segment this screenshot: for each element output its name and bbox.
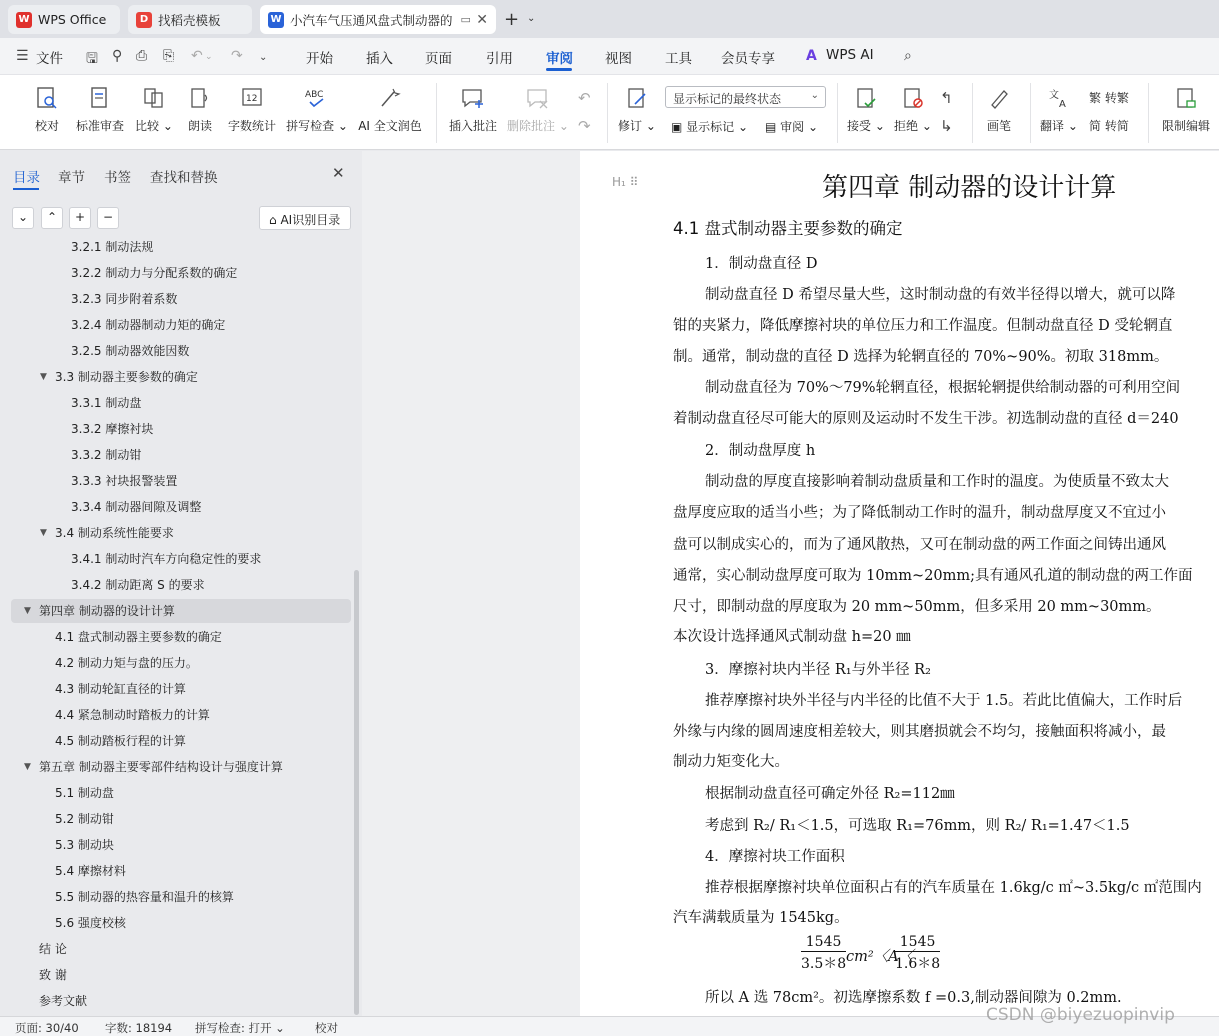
formula-numerator: 1545 bbox=[895, 934, 940, 952]
menu-wps-ai[interactable]: WPS AI bbox=[826, 47, 874, 63]
reject-label: 拒绝 ⌄ bbox=[894, 119, 932, 133]
svg-text:文: 文 bbox=[1049, 90, 1059, 101]
toc-item[interactable] bbox=[0, 651, 350, 675]
toc-item-label: 4.5 制动踏板行程的计算 bbox=[55, 734, 186, 748]
toc-item[interactable] bbox=[0, 833, 350, 857]
paragraph-line: 根据制动盘直径可确定外径 R₂=112㎜ bbox=[705, 786, 955, 802]
save-icon[interactable]: 🖫 bbox=[86, 51, 98, 67]
chevron-down-icon[interactable]: ⌄ bbox=[259, 52, 268, 63]
toc-item[interactable] bbox=[0, 417, 350, 441]
collapse-all-button[interactable] bbox=[41, 207, 63, 229]
print-icon[interactable]: ⎙ bbox=[136, 48, 148, 64]
formula-left-fraction bbox=[801, 934, 846, 973]
expand-arrow-icon[interactable]: ▼ bbox=[40, 528, 47, 538]
proofread-button[interactable] bbox=[30, 75, 64, 151]
minus-icon: − bbox=[102, 210, 114, 224]
paragraph-line: 尺寸，即制动盘的厚度取为 20 mm~50mm，但多采用 20 mm~30mm。 bbox=[673, 599, 1161, 615]
review-pane-icon: ▤ bbox=[765, 120, 777, 134]
toc-item-label: 3.2.1 制动法规 bbox=[71, 240, 154, 254]
active-menu-indicator bbox=[546, 68, 572, 71]
show-markup-button[interactable]: ▣ 显示标记 ⌄ bbox=[671, 120, 749, 134]
paragraph-line: 钳的夹紧力，降低摩擦衬块的单位压力和工作温度。但制动盘直径 D 受轮辋直 bbox=[673, 318, 1173, 334]
toc-item-label: 3.2.3 同步附着系数 bbox=[71, 292, 178, 306]
review-pane-button[interactable]: ▤ 审阅 ⌄ bbox=[765, 120, 819, 134]
simplified-icon: 简 bbox=[1089, 119, 1102, 133]
undo-dropdown-icon[interactable]: ⌄ bbox=[205, 52, 213, 62]
tab-label: 找稻壳模板 bbox=[158, 12, 221, 28]
ai-polish-button[interactable] bbox=[356, 75, 424, 151]
watermark-text: CSDN @biyezuopinvip bbox=[986, 1005, 1175, 1025]
formula-right-fraction bbox=[895, 934, 940, 973]
ai-toc-button[interactable] bbox=[259, 206, 351, 230]
ai-polish-icon bbox=[377, 85, 403, 111]
plus-icon: + bbox=[74, 210, 86, 224]
toc-item-label: 5.2 制动钳 bbox=[55, 812, 114, 826]
toc-item-label: 4.2 制动力矩与盘的压力。 bbox=[55, 656, 198, 670]
toc-item[interactable] bbox=[0, 573, 350, 597]
to-traditional-button[interactable]: 繁 转繁 bbox=[1089, 91, 1129, 105]
menu-tools[interactable]: 工具 bbox=[665, 51, 692, 67]
ribbon-divider bbox=[1148, 83, 1149, 143]
toc-item[interactable] bbox=[0, 339, 350, 363]
toc-item[interactable] bbox=[0, 521, 350, 545]
paragraph-line: 1．制动盘直径 D bbox=[705, 256, 818, 272]
expand-arrow-icon[interactable]: ▼ bbox=[40, 372, 47, 382]
toc-item[interactable] bbox=[0, 885, 350, 909]
delete-comment-label: 删除批注 ⌄ bbox=[507, 119, 569, 133]
toc-item-label: 3.3.3 衬块报警装置 bbox=[71, 474, 178, 488]
toc-item-label: 3.3.2 制动钳 bbox=[71, 448, 142, 462]
toc-item[interactable] bbox=[0, 859, 350, 883]
expand-arrow-icon[interactable]: ▼ bbox=[24, 762, 31, 772]
paragraph-line: 制动盘直径 D 希望尽量大些，这时制动盘的有效半径得以增大，就可以降 bbox=[705, 287, 1176, 303]
paragraph-line: 外缘与内缘的圆周速度相差较大，则其磨损就会不均匀，接触面积将减小，最 bbox=[673, 724, 1166, 740]
toc-item[interactable] bbox=[0, 236, 350, 259]
spell-check-status[interactable]: 拼写检查: 打开 ⌄ bbox=[195, 1021, 285, 1035]
toc-item-label: 第五章 制动器主要零部件结构设计与强度计算 bbox=[39, 760, 283, 774]
toc-item-label: 4.3 制动轮缸直径的计算 bbox=[55, 682, 186, 696]
menu-file[interactable]: 文件 bbox=[36, 51, 63, 67]
spell-check-icon bbox=[304, 85, 330, 111]
revise-button[interactable] bbox=[617, 75, 657, 151]
paragraph-line: 制动力矩变化大。 bbox=[673, 754, 789, 770]
read-aloud-icon bbox=[187, 85, 213, 111]
tab-bookmarks[interactable]: 书签 bbox=[104, 170, 131, 186]
svg-text:12: 12 bbox=[246, 94, 258, 104]
title-bar bbox=[0, 0, 1219, 38]
menu-review[interactable]: 审阅 bbox=[546, 51, 573, 67]
chevron-down-icon[interactable]: ⌄ bbox=[527, 13, 536, 24]
menu-bar bbox=[0, 38, 1219, 74]
ribbon-divider bbox=[436, 83, 437, 143]
toc-item-label: 5.3 制动块 bbox=[55, 838, 114, 852]
insert-comment-button[interactable] bbox=[447, 75, 499, 151]
toc-item[interactable] bbox=[0, 703, 350, 727]
toc-item[interactable] bbox=[0, 911, 350, 935]
accept-button[interactable] bbox=[846, 75, 886, 151]
toc-item[interactable] bbox=[0, 261, 350, 285]
toc-item[interactable] bbox=[0, 729, 350, 753]
reject-button[interactable] bbox=[893, 75, 933, 151]
toc-item-label: 3.3.4 制动器间隙及调整 bbox=[71, 500, 202, 514]
toc-item-label: 5.6 强度校核 bbox=[55, 916, 126, 930]
undo-icon[interactable]: ↶ bbox=[191, 48, 203, 64]
sync-icon[interactable]: ⚲ bbox=[112, 48, 123, 64]
toc-item[interactable] bbox=[0, 547, 350, 571]
translate-icon bbox=[1046, 85, 1072, 111]
paragraph-line: 制动盘的厚度直接影响着制动盘质量和工作时的温度。为使质量不致太大 bbox=[705, 474, 1169, 490]
insert-comment-label: 插入批注 bbox=[448, 119, 497, 133]
paragraph-line: 所以 A 选 78cm²。初选摩擦系数 f =0.3,制动器间隙为 0.2mm. bbox=[705, 990, 1122, 1006]
toc-item-label: 第四章 制动器的设计计算 bbox=[39, 604, 175, 618]
tab-toc[interactable]: 目录 bbox=[13, 170, 40, 186]
paragraph-line: 本次设计选择通风式制动盘 h=20 ㎜ bbox=[673, 629, 911, 645]
paragraph-line: 2．制动盘厚度 h bbox=[705, 443, 816, 459]
toc-item[interactable] bbox=[0, 391, 350, 415]
ai-toc-label: AI识别目录 bbox=[280, 213, 341, 227]
to-simplified-button[interactable]: 简 转简 bbox=[1089, 119, 1129, 133]
lock-document-icon bbox=[1173, 85, 1199, 111]
toc-item-label: 5.1 制动盘 bbox=[55, 786, 114, 800]
menu-home[interactable]: 开始 bbox=[306, 51, 333, 67]
delete-comment-button[interactable] bbox=[507, 75, 569, 151]
toc-item[interactable] bbox=[0, 937, 350, 961]
wps-logo-icon: W bbox=[16, 12, 32, 28]
paragraph-line: 制。通常，制动盘的直径 D 选择为轮辋直径的 70%~90%。初取 318mm。 bbox=[673, 349, 1169, 365]
add-heading-button[interactable] bbox=[69, 207, 91, 229]
paragraph-line: 通常，实心制动盘厚度可取为 10mm~20mm;具有通风孔道的制动盘的两工作面 bbox=[673, 568, 1193, 584]
toc-item-label: 3.2.4 制动器制动力矩的确定 bbox=[71, 318, 226, 332]
toc-item[interactable] bbox=[0, 781, 350, 805]
redo-icon[interactable]: ↷ bbox=[231, 48, 243, 64]
paragraph-line: 3．摩擦衬块内半径 R₁与外半径 R₂ bbox=[705, 662, 931, 678]
paragraph-line: 制动盘直径为 70%～79%轮辋直径，根据轮辋提供给制动器的可利用空间 bbox=[705, 380, 1181, 396]
new-tab-icon[interactable]: + bbox=[504, 9, 520, 30]
show-markup-icon: ▣ bbox=[671, 120, 683, 134]
word-count-label: 字数统计 bbox=[227, 119, 276, 133]
previous-change-icon[interactable]: ↰ bbox=[940, 89, 953, 107]
toc-item-label: 3.3.2 摩擦衬块 bbox=[71, 422, 154, 436]
compare-label: 比较 ⌄ bbox=[135, 119, 173, 133]
toc-item[interactable] bbox=[0, 313, 350, 337]
toc-item-label: 3.4.2 制动距离 S 的要求 bbox=[71, 578, 205, 592]
print-preview-icon[interactable]: ⎘ bbox=[163, 48, 175, 64]
search-icon[interactable]: ⌕ bbox=[904, 48, 912, 64]
menu-view[interactable]: 视图 bbox=[605, 51, 632, 67]
toc-item[interactable] bbox=[0, 495, 350, 519]
expand-all-button[interactable] bbox=[12, 207, 34, 229]
chapter-title: 第四章 制动器的设计计算 bbox=[822, 173, 1117, 203]
formula-denominator: 3.5＊8 bbox=[801, 956, 847, 972]
translate-label: 翻译 ⌄ bbox=[1040, 119, 1078, 133]
page-indicator[interactable]: 页面: 30/40 bbox=[15, 1021, 79, 1035]
toc-item[interactable] bbox=[0, 599, 350, 623]
revise-label: 修订 ⌄ bbox=[618, 119, 656, 133]
svg-text:ABC: ABC bbox=[305, 90, 324, 100]
proofread-label: 校对 bbox=[34, 119, 59, 133]
active-tab-indicator bbox=[13, 188, 39, 190]
hamburger-icon[interactable]: ☰ bbox=[16, 48, 29, 64]
word-count-icon bbox=[239, 85, 265, 111]
delete-comment-icon bbox=[525, 85, 551, 111]
restrict-edit-button[interactable] bbox=[1160, 75, 1212, 151]
toc-item-label: 4.4 紧急制动时踏板力的计算 bbox=[55, 708, 210, 722]
toc-item[interactable] bbox=[0, 963, 350, 987]
chevron-down-icon: ⌄ bbox=[810, 90, 819, 101]
toc-item-label: 5.4 摩擦材料 bbox=[55, 864, 126, 878]
toc-item-label: 致 谢 bbox=[39, 968, 67, 982]
wps-ai-logo-icon: A bbox=[806, 48, 817, 64]
brush-label: 画笔 bbox=[986, 119, 1011, 133]
menu-member[interactable]: 会员专享 bbox=[721, 51, 775, 67]
toc-item-label: 3.3.1 制动盘 bbox=[71, 396, 142, 410]
markup-display-select[interactable] bbox=[665, 86, 826, 108]
tab-docer-templates[interactable] bbox=[128, 5, 252, 34]
reject-icon bbox=[900, 85, 926, 111]
proofread-status[interactable]: 校对 bbox=[315, 1021, 338, 1035]
ribbon-divider bbox=[837, 83, 838, 143]
read-aloud-label: 朗读 bbox=[187, 119, 212, 133]
pen-icon bbox=[986, 85, 1012, 111]
section-title: 4.1 盘式制动器主要参数的确定 bbox=[673, 219, 903, 238]
toc-item[interactable] bbox=[0, 365, 350, 389]
paragraph-line: 着制动盘直径尽可能大的原则及运动时不发生干涉。初选制动盘的直径 d＝240 bbox=[673, 411, 1179, 427]
tab-find-replace[interactable]: 查找和替换 bbox=[150, 170, 218, 186]
standard-review-button[interactable] bbox=[74, 75, 126, 151]
paragraph-line: 盘可以制成实心的，而为了通风散热，又可在制动盘的两工作面之间铸出通风 bbox=[673, 537, 1166, 553]
svg-text:A: A bbox=[1059, 99, 1066, 110]
word-doc-icon: W bbox=[268, 12, 284, 28]
markup-select-value: 显示标记的最终状态 bbox=[673, 92, 782, 106]
toc-item[interactable] bbox=[0, 625, 350, 649]
docer-icon: D bbox=[136, 12, 152, 28]
paragraph-line: 考虑到 R₂/ R₁＜1.5，可选取 R₁=76mm，则 R₂/ R₁=1.47＜1.5 bbox=[705, 818, 1130, 834]
paragraph-line: 推荐摩擦衬块外半径与内半径的比值不大于 1.5。若此比值偏大，工作时后 bbox=[705, 693, 1183, 709]
accept-label: 接受 ⌄ bbox=[847, 119, 885, 133]
read-aloud-button[interactable] bbox=[184, 75, 216, 151]
formula-numerator: 1545 bbox=[801, 934, 846, 952]
standard-review-label: 标准审查 bbox=[75, 119, 124, 133]
restrict-edit-label: 限制编辑 bbox=[1161, 119, 1210, 133]
toc-item-label: 5.5 制动器的热容量和温升的核算 bbox=[55, 890, 234, 904]
toc-list bbox=[0, 236, 356, 1016]
proofread-icon bbox=[34, 85, 60, 111]
ribbon-divider bbox=[972, 83, 973, 143]
ai-toc-icon: ⌂ bbox=[269, 213, 277, 227]
close-pane-icon[interactable]: ✕ bbox=[332, 164, 345, 182]
toc-item[interactable] bbox=[0, 287, 350, 311]
spell-check-label: 拼写检查 ⌄ bbox=[286, 119, 348, 133]
close-tab-icon[interactable]: ✕ bbox=[476, 11, 488, 28]
toc-item-label: 3.2.2 制动力与分配系数的确定 bbox=[71, 266, 238, 280]
toc-item-label: 3.4 制动系统性能要求 bbox=[55, 526, 174, 540]
formula-middle: cm²〈A〈 bbox=[846, 949, 914, 965]
toc-item[interactable] bbox=[0, 443, 350, 467]
ai-polish-label: AI 全文润色 bbox=[358, 119, 422, 133]
tab-wps-office[interactable] bbox=[8, 5, 120, 34]
navigation-pane bbox=[0, 151, 362, 1016]
previous-comment-icon[interactable]: ↶ bbox=[578, 89, 591, 107]
word-count-status[interactable]: 字数: 18194 bbox=[105, 1021, 173, 1035]
compare-button[interactable] bbox=[134, 75, 174, 151]
menu-page[interactable]: 页面 bbox=[425, 51, 452, 67]
formula-denominator: 1.6＊8 bbox=[895, 956, 941, 972]
toc-scrollbar[interactable] bbox=[354, 570, 359, 1015]
ribbon-divider bbox=[607, 83, 608, 143]
toc-item-label: 4.1 盘式制动器主要参数的确定 bbox=[55, 630, 222, 644]
toc-item[interactable] bbox=[0, 807, 350, 831]
ribbon-divider bbox=[1030, 83, 1031, 143]
monitor-icon: ▭ bbox=[460, 13, 471, 26]
translate-button[interactable] bbox=[1040, 75, 1078, 151]
menu-insert[interactable]: 插入 bbox=[366, 51, 393, 67]
paragraph-line: 推荐根据摩擦衬块单位面积占有的汽车质量在 1.6kg/c ㎡~3.5kg/c ㎡范围内 bbox=[705, 880, 1202, 896]
traditional-icon: 繁 bbox=[1089, 91, 1102, 105]
next-change-icon[interactable]: ↳ bbox=[940, 117, 953, 135]
remove-heading-button[interactable] bbox=[97, 207, 119, 229]
menu-reference[interactable]: 引用 bbox=[486, 51, 513, 67]
chevron-down-icon: ⌄ bbox=[17, 210, 29, 224]
accept-icon bbox=[853, 85, 879, 111]
spell-check-button[interactable] bbox=[287, 75, 347, 151]
paragraph-line: 汽车满载质量为 1545kg。 bbox=[673, 910, 849, 926]
compare-icon bbox=[141, 85, 167, 111]
ribbon-toolbar bbox=[0, 74, 1219, 150]
revise-icon bbox=[624, 85, 650, 111]
toc-item-label: 结 论 bbox=[39, 942, 67, 956]
toc-item-label: 参考文献 bbox=[39, 994, 88, 1008]
heading-drag-handle-icon[interactable]: H₁ ⠿ bbox=[612, 175, 639, 189]
paragraph-line: 盘厚度应取的适当小些；为了降低制动工作时的温升，制动盘厚度又不宜过小 bbox=[673, 505, 1166, 521]
tab-current-document[interactable] bbox=[260, 5, 496, 34]
brush-button[interactable] bbox=[983, 75, 1015, 151]
toc-item-label: 3.2.5 制动器效能因数 bbox=[71, 344, 190, 358]
word-count-button[interactable] bbox=[226, 75, 278, 151]
paragraph-line: 4．摩擦衬块工作面积 bbox=[705, 849, 845, 865]
toc-item[interactable] bbox=[0, 989, 350, 1013]
standard-review-icon bbox=[87, 85, 113, 111]
insert-comment-icon bbox=[460, 85, 486, 111]
tab-label: 小汽车气压通风盘式制动器的 bbox=[290, 12, 453, 28]
toc-item-label: 3.4.1 制动时汽车方向稳定性的要求 bbox=[71, 552, 262, 566]
tab-chapters[interactable]: 章节 bbox=[58, 170, 85, 186]
toc-item[interactable] bbox=[0, 469, 350, 493]
tab-label: WPS Office bbox=[38, 12, 107, 27]
next-comment-icon[interactable]: ↷ bbox=[578, 117, 591, 135]
toc-item-label: 3.3 制动器主要参数的确定 bbox=[55, 370, 198, 384]
chevron-up-icon: ⌃ bbox=[46, 210, 58, 224]
expand-arrow-icon[interactable]: ▼ bbox=[24, 606, 31, 616]
toc-item[interactable] bbox=[0, 677, 350, 701]
toc-item[interactable] bbox=[0, 755, 350, 779]
